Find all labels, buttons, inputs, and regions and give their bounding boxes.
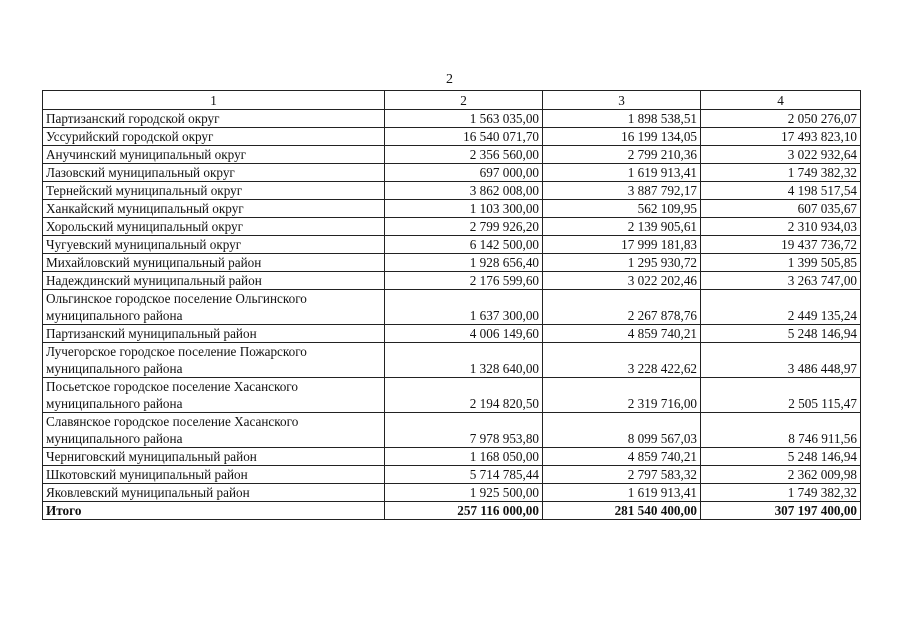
row-name: Черниговский муниципальный район [43,448,385,466]
row-name: Лазовский муниципальный округ [43,164,385,182]
row-name: Михайловский муниципальный район [43,254,385,272]
table-row [43,343,861,378]
budget-table [42,90,861,520]
table-row [43,484,861,502]
row-value-2: 1 928 656,40 [385,254,543,272]
row-value-4: 3 486 448,97 [701,343,861,378]
table-row [43,325,861,343]
table-header [43,91,861,110]
row-value-4: 3 263 747,00 [701,272,861,290]
row-value-4: 607 035,67 [701,200,861,218]
header-row [43,91,861,110]
row-value-4: 2 050 276,07 [701,110,861,128]
row-value-3: 2 799 210,36 [543,146,701,164]
row-value-3: 17 999 181,83 [543,236,701,254]
row-name: Ольгинское городское поселение Ольгинского муниципального района [43,290,385,325]
row-value-2: 2 176 599,60 [385,272,543,290]
row-value-3: 1 619 913,41 [543,164,701,182]
row-name: Посьетское городское поселение Хасанского муниципального района [43,378,385,413]
row-name: Чугуевский муниципальный округ [43,236,385,254]
row-value-2: 4 006 149,60 [385,325,543,343]
table-row [43,164,861,182]
row-value-3: 562 109,95 [543,200,701,218]
row-value-4: 4 198 517,54 [701,182,861,200]
row-value-4: 2 362 009,98 [701,466,861,484]
row-value-2: 1 103 300,00 [385,200,543,218]
table-row [43,448,861,466]
row-value-4: 1 749 382,32 [701,164,861,182]
row-name: Ханкайский муниципальный округ [43,200,385,218]
row-value-3: 4 859 740,21 [543,448,701,466]
row-value-2: 1 328 640,00 [385,343,543,378]
row-value-4: 2 310 934,03 [701,218,861,236]
row-value-4: 1 749 382,32 [701,484,861,502]
row-value-2: 1 563 035,00 [385,110,543,128]
row-value-2: 1 925 500,00 [385,484,543,502]
table-row [43,128,861,146]
row-value-3: 2 139 905,61 [543,218,701,236]
table-body [43,110,861,520]
row-value-3: 4 859 740,21 [543,325,701,343]
row-name: Партизанский муниципальный район [43,325,385,343]
table-row [43,254,861,272]
row-name: Анучинский муниципальный округ [43,146,385,164]
row-value-4: 5 248 146,94 [701,325,861,343]
row-value-3: 1 898 538,51 [543,110,701,128]
row-name: Яковлевский муниципальный район [43,484,385,502]
row-name: Надеждинский муниципальный район [43,272,385,290]
table-row [43,200,861,218]
row-value-3: 16 199 134,05 [543,128,701,146]
row-value-2: 2 194 820,50 [385,378,543,413]
page-number [0,72,905,88]
table-row [43,378,861,413]
total-row [43,502,861,520]
row-value-2: 1 637 300,00 [385,290,543,325]
row-value-4: 2 505 115,47 [701,378,861,413]
row-value-3: 3 228 422,62 [543,343,701,378]
table-row [43,182,861,200]
header-col-1: 1 [43,91,385,110]
table-row [43,236,861,254]
row-value-2: 2 799 926,20 [385,218,543,236]
total-value-3: 281 540 400,00 [543,502,701,520]
row-value-4: 3 022 932,64 [701,146,861,164]
row-value-3: 1 619 913,41 [543,484,701,502]
row-name: Уссурийский городской округ [43,128,385,146]
row-name: Тернейский муниципальный округ [43,182,385,200]
row-value-3: 3 022 202,46 [543,272,701,290]
header-col-4: 4 [701,91,861,110]
row-name: Лучегорское городское поселение Пожарского муниципального района [43,343,385,378]
table-row [43,413,861,448]
row-value-4: 8 746 911,56 [701,413,861,448]
header-col-2: 2 [385,91,543,110]
row-value-3: 2 319 716,00 [543,378,701,413]
table-row [43,466,861,484]
row-value-4: 17 493 823,10 [701,128,861,146]
row-name: Хорольский муниципальный округ [43,218,385,236]
page-number-text: 2 [446,72,453,87]
total-value-2: 257 116 000,00 [385,502,543,520]
table-row [43,110,861,128]
row-value-2: 5 714 785,44 [385,466,543,484]
row-value-2: 16 540 071,70 [385,128,543,146]
row-value-4: 2 449 135,24 [701,290,861,325]
row-name: Славянское городское поселение Хасанского муниципального района [43,413,385,448]
row-value-2: 7 978 953,80 [385,413,543,448]
table-row [43,272,861,290]
row-value-3: 8 099 567,03 [543,413,701,448]
table-row [43,290,861,325]
row-value-3: 2 797 583,32 [543,466,701,484]
row-name: Партизанский городской округ [43,110,385,128]
row-value-2: 6 142 500,00 [385,236,543,254]
row-value-2: 697 000,00 [385,164,543,182]
total-value-4: 307 197 400,00 [701,502,861,520]
row-value-4: 1 399 505,85 [701,254,861,272]
row-value-3: 2 267 878,76 [543,290,701,325]
row-value-3: 1 295 930,72 [543,254,701,272]
header-col-3: 3 [543,91,701,110]
row-value-2: 2 356 560,00 [385,146,543,164]
row-value-4: 5 248 146,94 [701,448,861,466]
table-row [43,146,861,164]
row-value-2: 1 168 050,00 [385,448,543,466]
table-row [43,218,861,236]
row-value-3: 3 887 792,17 [543,182,701,200]
row-name: Шкотовский муниципальный район [43,466,385,484]
total-label: Итого [43,502,385,520]
row-value-2: 3 862 008,00 [385,182,543,200]
row-value-4: 19 437 736,72 [701,236,861,254]
